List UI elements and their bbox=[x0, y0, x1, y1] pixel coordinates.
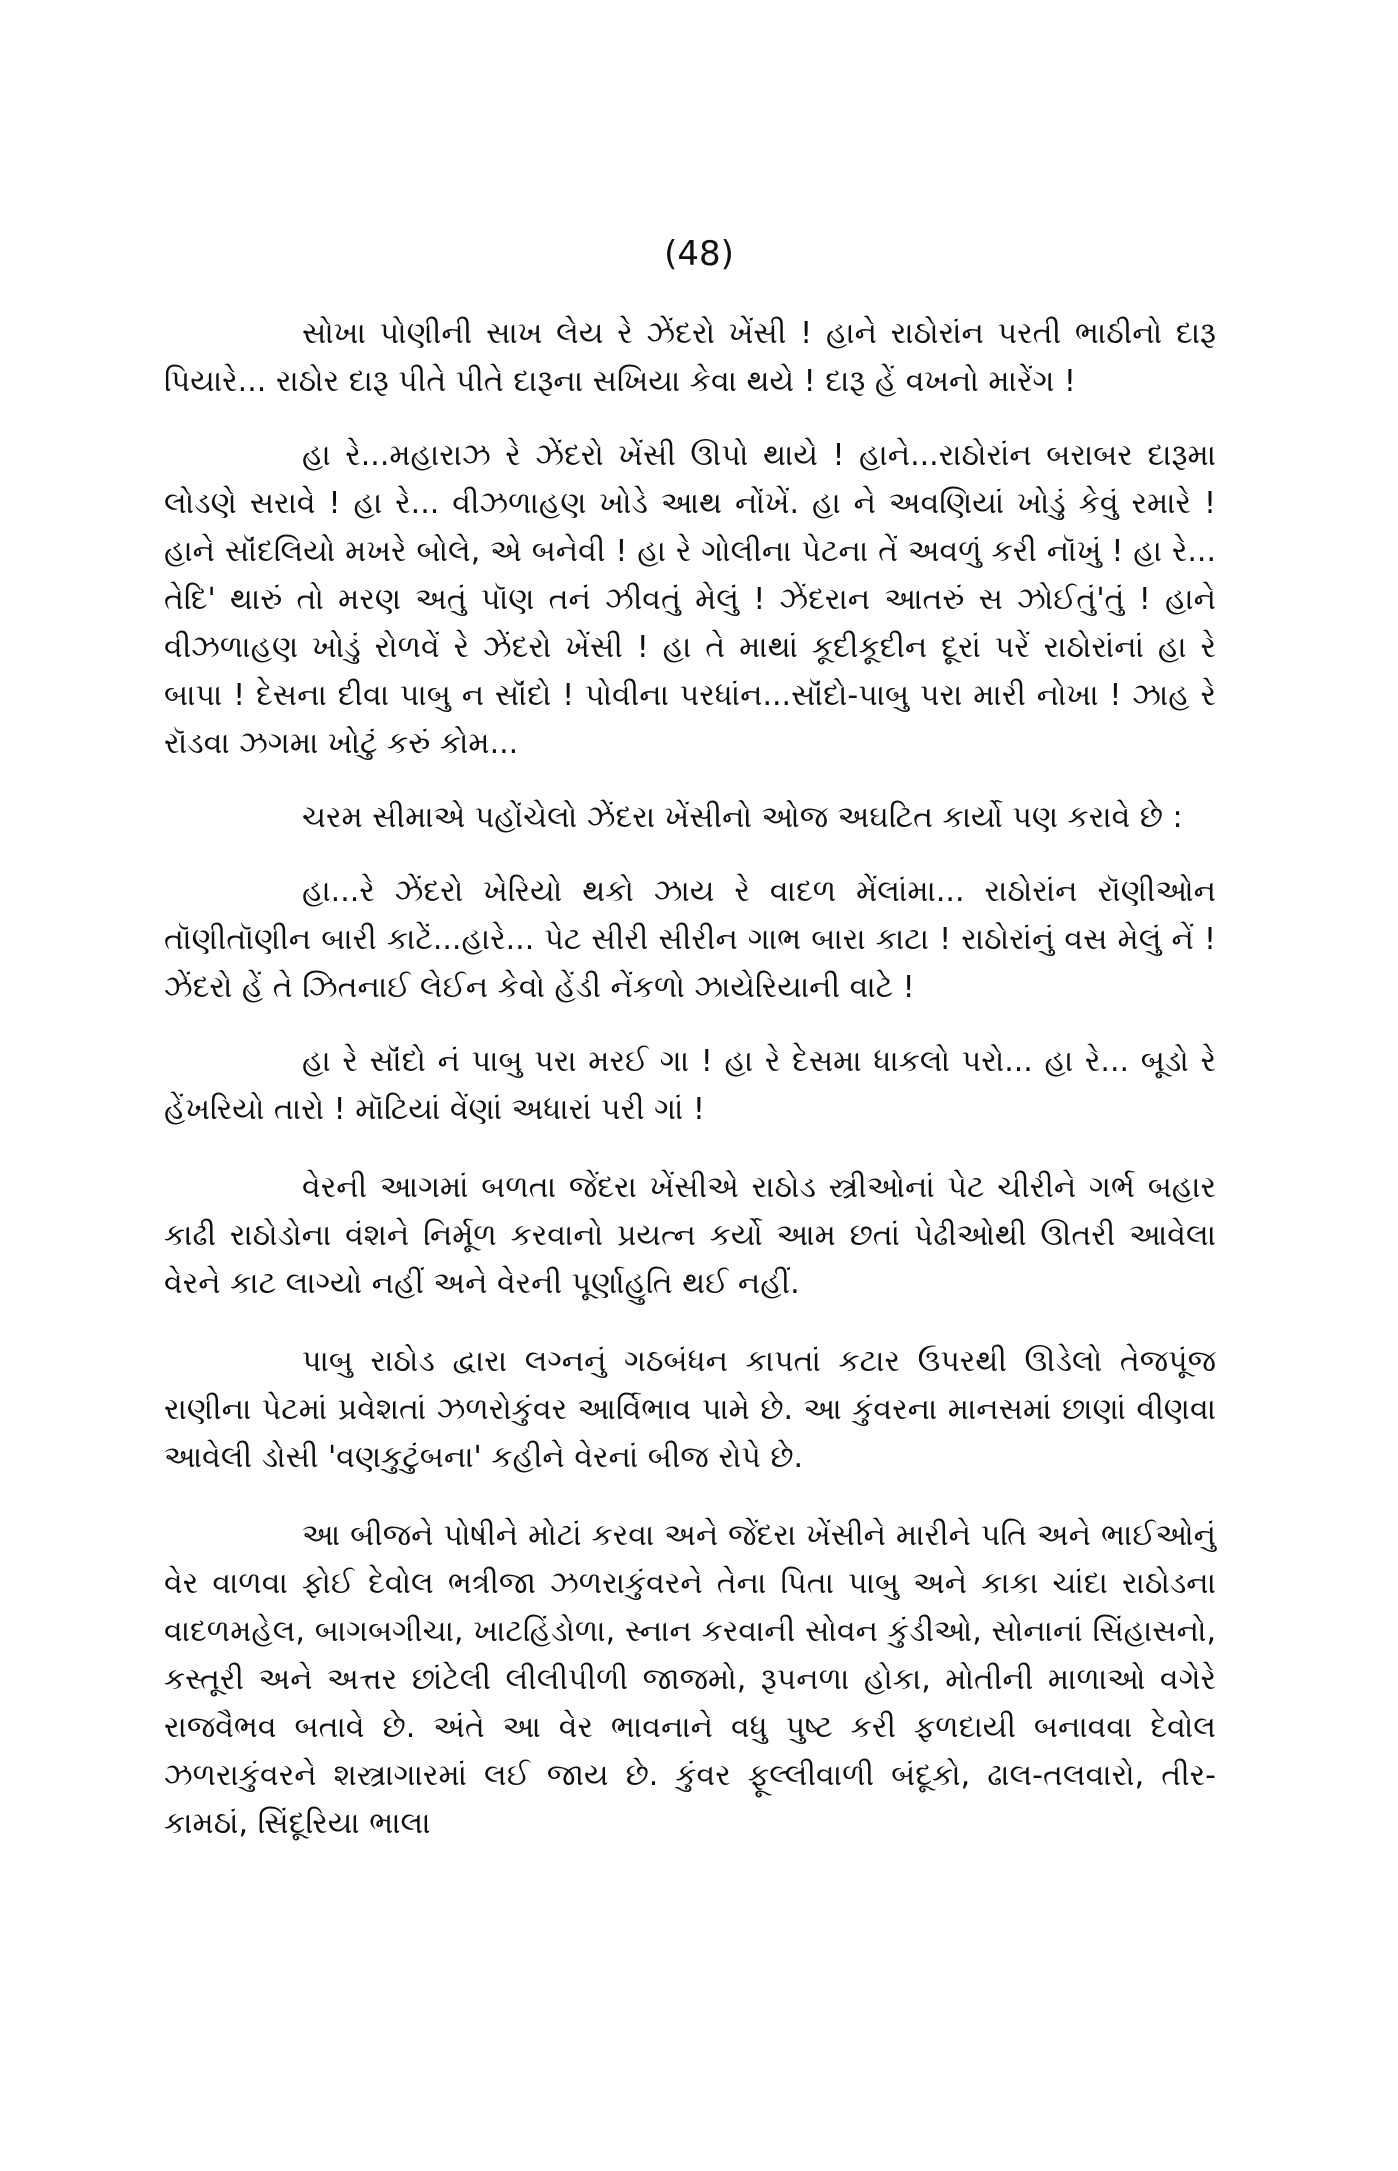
paragraph-7: પાબુ રાઠોડ દ્વારા લગ્નનું ગઠબંધન કાપતાં કટાર ઉપરથી ઊડેલો તેજપૂંજ રાણીના પેટમાં પ્રવેશતાં ઝળરોકુંવર આર્વિભાવ પામે છે. આ કુંવરના માનસમાં છાણાં વીણવા આવેલી ડોસી 'વણકુટુંબના' કહીને વેરનાં બીજ રોપે છે. bbox=[164, 1344, 1216, 1475]
paragraph-5: હા રે સૉંદો નં પાબુ પરા મરઈ ગા ! હા રે દેસમા ધાકલો પરો... હા રે... બૂડો રે હેંખરિયો તારો ! મૉટિયાં વેંણાં અધારાં પરી ગાં ! bbox=[164, 1044, 1216, 1127]
paragraph-6: વેરની આગમાં બળતા જેંદરા ખેંસીએ રાઠોડ સ્ત્રીઓનાં પેટ ચીરીને ગર્ભ બહાર કાઢી રાઠોડોના વંશને નિર્મૂળ કરવાનો પ્રયત્ન કર્યો આમ છતાં પેઢીઓથી ઊતરી આવેલા વેરને કાટ લાગ્યો નહીં અને વેરની પૂર્ણાહુતિ થઈ નહીં. bbox=[164, 1170, 1216, 1301]
paragraph-3: ચરમ સીમાએ પહોંચેલો ઝેંદરા ખેંસીનો ઓજ અઘટિત કાર્યો પણ કરાવે છે : bbox=[302, 800, 1183, 835]
page-number: (48) bbox=[664, 234, 734, 274]
paragraph-2: હા રે...મહારાઝ રે ઝેંદરો ખેંસી ઊપો થાયે ! હાને...રાઠોરાંન બરાબર દારૂમા લોડણે સરાવે ! હા રે... વીઝળાહણ ખોડે આથ નોંખેં. હા ને અવણિયાં ખોડું કેવું રમારે ! હાને સૉંદલિયો મખરે બોલે, એ બનેવી ! હા રે ગોલીના પેટના તેં અવળું કરી નૉખું ! હા રે... તેદિ' થારું તો મરણ અતું પૉણ તનં ઝીવતું મેલું ! ઝેંદરાન આતરું સ ઝોઈતું'તું ! હાને વીઝળાહણ ખોડું રોળવેં રે ઝેંદરો ખેંસી ! હા તે માથાં કૂદીકૂદીન દૂરાં પરેં રાઠોરાંનાં હા રે બાપા ! દેસના દીવા પાબુ ન સૉંદો ! પોવીના પરધાંન...સૉંદો-પાબુ પરા મારી નોખા ! ઝાહ રે રૉડવા ઝગમા ખોટું કરું કોમ... bbox=[164, 438, 1216, 761]
paragraph-8: આ બીજને પોષીને મોટાં કરવા અને જેંદરા ખેંસીને મારીને પતિ અને ભાઈઓનું વેર વાળવા ફોઈ દેવોલ ભત્રીજા ઝળરાકુંવરને તેના પિતા પાબુ અને કાકા ચાંદા રાઠોડના વાદળમહેલ, બાગબગીચા, ખાટહિંડોળા, સ્નાન કરવાની સોવન કુંડીઓ, સોનાનાં સિંહાસનો, કસ્તૂરી અને અત્તર છાંટેલી લીલીપીળી જાજમો, રૂપનળા હોકા, મોતીની માળાઓ વગેરે રાજવૈભવ બતાવે છે. અંતે આ વેર ભાવનાને વધુ પુષ્ટ કરી ફળદાયી બનાવવા દેવોલ ઝળરાકુંવરને શસ્ત્રાગારમાં લઈ જાય છે. કુંવર ફૂલ્લીવાળી બંદૂકો, ઢાલ-તલવારો, તીર-કામઠાં, સિંદૂરિયા ભાલા bbox=[164, 1518, 1216, 1841]
body-text bbox=[164, 310, 1216, 1848]
paragraph-4: હા...રે ઝેંદરો ખેરિયો થકો ઝાય રે વાદળ મેંલાંમા... રાઠોરાંન રૉણીઓન તૉણીતૉણીન બારી કાટેં...હારે... પેટ સીરી સીરીન ગાભ બારા કાટા ! રાઠોરાંનું વસ મેલું નેં ! ઝેંદરો હેં તે ઝિતનાઈ લેઈન કેવો હેંડી નેંકળો ઝાયેરિયાની વાટે ! bbox=[164, 874, 1216, 1005]
paragraph-1: સોખા પોણીની સાખ લેય રે ઝેંદરો ખેંસી ! હાને રાઠોરાંન પરતી ભાઠીનો દારૂ પિયારે... રાઠોર દારૂ પીતે પીતે દારૂના સખિયા કેવા થયે ! દારૂ હેં વખનો મારેંગ ! bbox=[164, 316, 1216, 399]
